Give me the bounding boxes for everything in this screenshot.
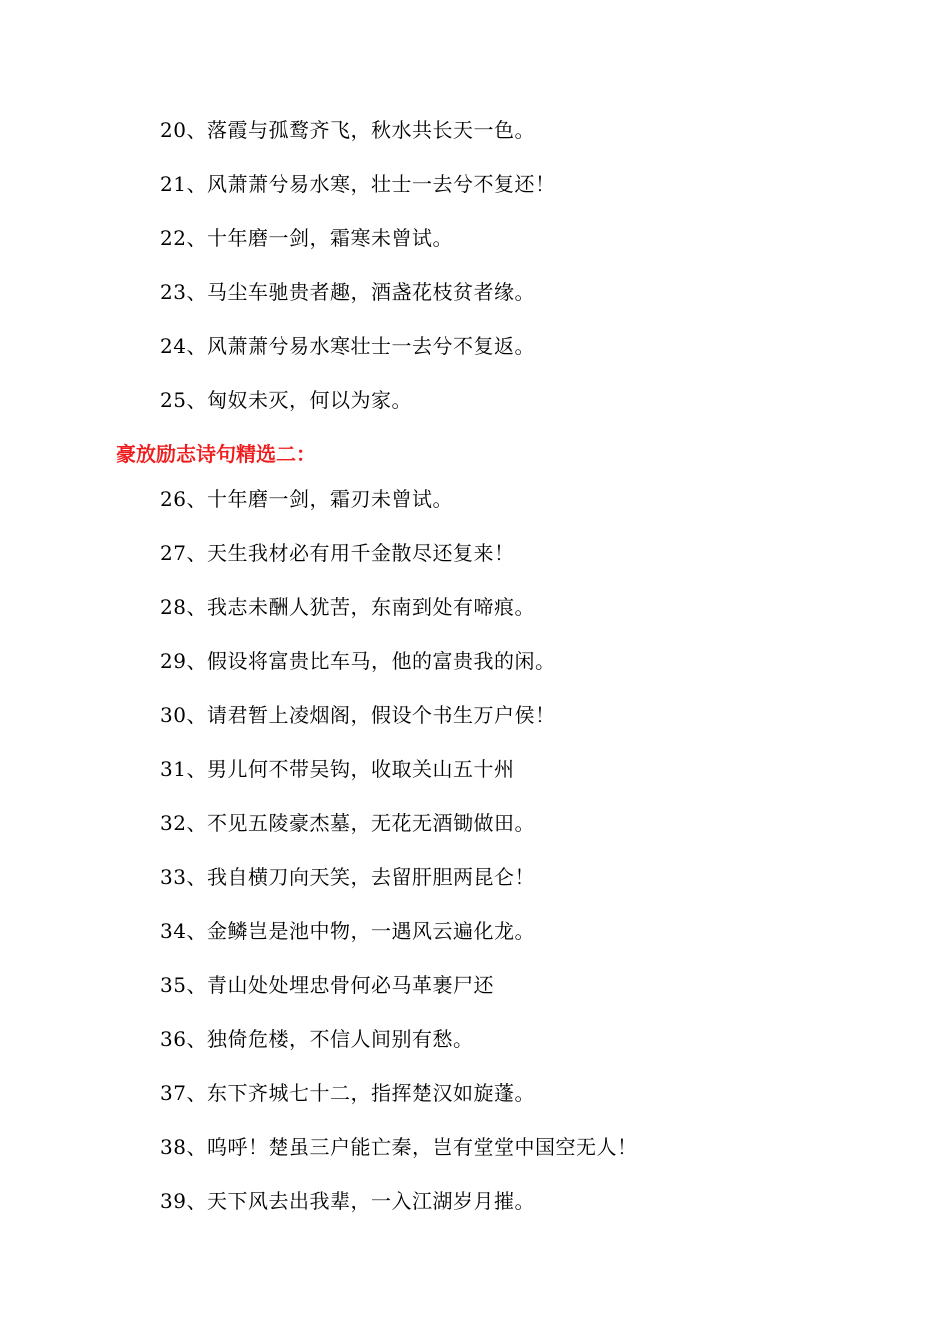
poem-line-30: 30、请君暂上凌烟阁，假设个书生万户侯！ (160, 703, 556, 727)
poem-line-36: 36、独倚危楼，不信人间别有愁。 (160, 1027, 474, 1051)
poem-line-21: 21、风萧萧兮易水寒，壮士一去兮不复还！ (160, 172, 556, 196)
poem-line-26: 26、十年磨一剑，霜刃未曾试。 (160, 487, 453, 511)
poem-line-27: 27、天生我材必有用千金散尽还复来！ (160, 541, 515, 565)
poem-line-20: 20、落霞与孤鹜齐飞，秋水共长天一色。 (160, 118, 535, 142)
poem-line-32: 32、不见五陵豪杰墓，无花无酒锄做田。 (160, 811, 535, 835)
poem-line-24: 24、风萧萧兮易水寒壮士一去兮不复返。 (160, 334, 535, 358)
poem-line-33: 33、我自横刀向天笑，去留肝胆两昆仑！ (160, 865, 535, 889)
poem-line-38: 38、呜呼！楚虽三户能亡秦，岂有堂堂中国空无人！ (160, 1135, 638, 1159)
poem-line-23: 23、马尘车驰贵者趣，酒盏花枝贫者缘。 (160, 280, 535, 304)
poem-line-39: 39、天下风去出我辈，一入江湖岁月摧。 (160, 1189, 535, 1213)
poem-line-31: 31、男儿何不带吴钩，收取关山五十州 (160, 757, 515, 781)
poem-line-35: 35、青山处处埋忠骨何必马革裹尸还 (160, 973, 494, 997)
poem-line-22: 22、十年磨一剑，霜寒未曾试。 (160, 226, 453, 250)
poem-line-29: 29、假设将富贵比车马，他的富贵我的闲。 (160, 649, 556, 673)
poem-line-37: 37、东下齐城七十二，指挥楚汉如旋蓬。 (160, 1081, 535, 1105)
poem-line-34: 34、金鳞岂是池中物，一遇风云遍化龙。 (160, 919, 535, 943)
section-heading: 豪放励志诗句精选二： (116, 442, 316, 466)
poem-line-28: 28、我志未酬人犹苦，东南到处有啼痕。 (160, 595, 535, 619)
poem-line-25: 25、匈奴未灭，何以为家。 (160, 388, 412, 412)
